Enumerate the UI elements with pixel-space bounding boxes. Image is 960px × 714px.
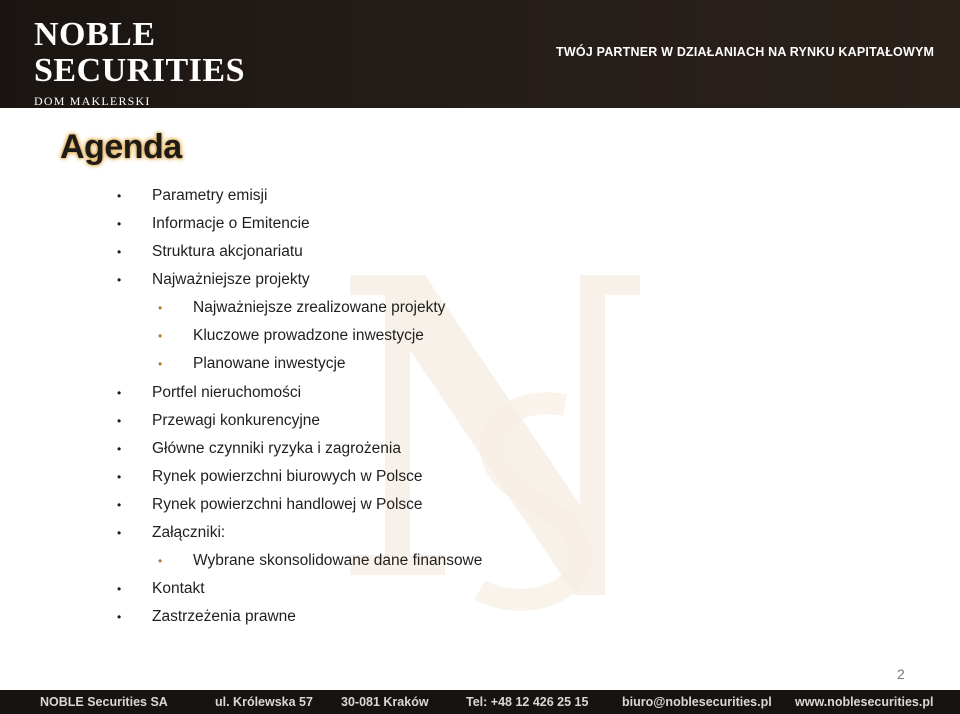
agenda-item-text: Rynek powierzchni biurowych w Polsce [152, 468, 423, 485]
bullet-icon: • [158, 357, 163, 371]
agenda-item [117, 440, 401, 458]
footer-bar [0, 690, 960, 714]
agenda-subitem [158, 327, 424, 345]
agenda-subitem [158, 299, 446, 317]
agenda-item-text: Portfel nieruchomości [152, 384, 302, 401]
logo-line-2: SECURITIES [34, 52, 245, 89]
agenda-item [117, 271, 310, 289]
agenda-item-text: Kontakt [152, 580, 205, 597]
bullet-icon: • [117, 470, 122, 484]
agenda-subitem-text: Najważniejsze zrealizowane projekty [193, 299, 446, 316]
agenda-subitem [158, 355, 346, 373]
noble-securities-logo [34, 18, 245, 109]
agenda-subitem-text: Planowane inwestycje [193, 355, 346, 372]
footer-email-link[interactable]: biuro@noblesecurities.pl [622, 695, 772, 709]
footer-company: NOBLE Securities SA [40, 695, 168, 709]
agenda-item [117, 496, 423, 514]
logo-line-3: DOM MAKLERSKI [34, 94, 151, 108]
agenda-item [117, 187, 268, 205]
agenda-item [117, 384, 302, 402]
agenda-item-text: Zastrzeżenia prawne [152, 608, 296, 625]
bullet-icon: • [117, 610, 122, 624]
agenda-item [117, 524, 226, 542]
agenda-item [117, 608, 296, 626]
footer-city: 30-081 Kraków [341, 695, 429, 709]
agenda-item [117, 243, 303, 261]
bullet-icon: • [117, 189, 122, 203]
header-bar [0, 0, 960, 108]
footer-street: ul. Królewska 57 [215, 695, 313, 709]
agenda-item-text: Główne czynniki ryzyka i zagrożenia [152, 440, 401, 457]
page-number: 2 [897, 666, 905, 682]
agenda-item-text: Rynek powierzchni handlowej w Polsce [152, 496, 423, 513]
agenda-item-text: Parametry emisji [152, 187, 268, 204]
bullet-icon: • [117, 582, 122, 596]
bullet-icon: • [117, 273, 122, 287]
bullet-icon: • [117, 442, 122, 456]
bullet-icon: • [117, 414, 122, 428]
agenda-item [117, 215, 310, 233]
agenda-subitem [158, 552, 483, 570]
slide-title: Agenda [60, 128, 182, 166]
bullet-icon: • [158, 329, 163, 343]
bullet-icon: • [117, 498, 122, 512]
bullet-icon: • [158, 554, 163, 568]
bullet-icon: • [117, 386, 122, 400]
agenda-item [117, 468, 423, 486]
agenda-item-text: Najważniejsze projekty [152, 271, 310, 288]
footer-phone: Tel: +48 12 426 25 15 [466, 695, 589, 709]
agenda-item-text: Przewagi konkurencyjne [152, 412, 321, 429]
logo-line-1: NOBLE [34, 16, 156, 53]
header-tagline: TWÓJ PARTNER W DZIAŁANIACH NA RYNKU KAPITAŁOWYM [556, 45, 935, 59]
bullet-icon: • [117, 217, 122, 231]
bullet-icon: • [117, 245, 122, 259]
agenda-item [117, 580, 205, 598]
footer-website-link[interactable]: www.noblesecurities.pl [795, 695, 934, 709]
agenda-item-text: Informacje o Emitencie [152, 215, 310, 232]
bullet-icon: • [158, 301, 163, 315]
agenda-subitem-text: Kluczowe prowadzone inwestycje [193, 327, 424, 344]
agenda-item [117, 412, 321, 430]
bullet-icon: • [117, 526, 122, 540]
agenda-subitem-text: Wybrane skonsolidowane dane finansowe [193, 552, 483, 569]
agenda-item-text: Załączniki: [152, 524, 226, 541]
agenda-item-text: Struktura akcjonariatu [152, 243, 303, 260]
